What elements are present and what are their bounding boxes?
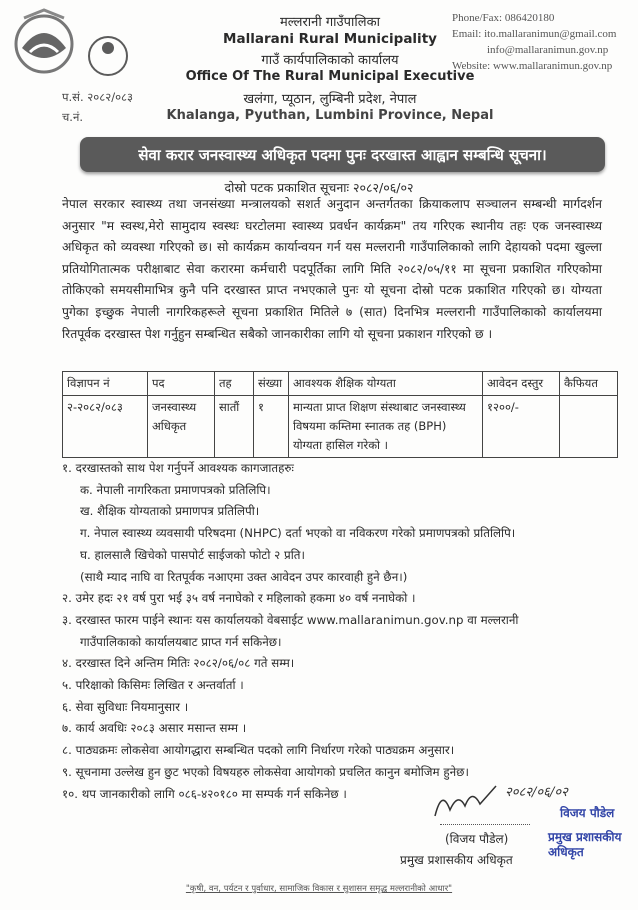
municipality-name-en: Mallarani Rural Municipality <box>223 31 437 47</box>
publication-subtitle: दोस्रो पटक प्रकाशित सूचनाः २०८२/०६/०२ <box>224 180 414 195</box>
cell-ad-no: २-२०८२/०८३ <box>63 396 148 458</box>
list-item: १०. थप जानकारीको लागि ०८६-४२०१८० मा सम्पर्क गर्न सकिनेछ । <box>62 786 347 801</box>
dispatch-number: च.नं. <box>62 110 83 124</box>
list-item: ६. सेवा सुविधाः नियमानुसार । <box>62 699 189 714</box>
table-row <box>63 396 618 458</box>
website: Website: www.mallaranimun.gov.np <box>452 60 613 72</box>
requirements-list <box>62 458 622 805</box>
office-name-en: Office Of The Rural Municipal Executive <box>185 69 475 84</box>
list-item: १. दरखास्तको साथ पेश गर्नुपर्ने आवश्यक कागजातहरुः <box>62 461 294 475</box>
cell-fee: १२००/- <box>483 396 560 458</box>
list-item: गाउँपालिकाको कार्यालयबाट प्राप्त गर्न सकिनेछ। <box>80 634 282 649</box>
header-count: संख्या <box>254 372 289 396</box>
stamp-designation: प्रमुख प्रशासकीय अधिकृत <box>548 830 622 859</box>
notice-paragraph: नेपाल सरकार स्वास्थ्य तथा जनसंख्या मन्त्रालयको सशर्त अनुदान अन्तर्गतका क्रियाकलाप सञ्चालन सम्बन्धी मार्गदर्शन अनुसार "म स्वस्थ,मेरो सामुदाय स्वस्थः घरटोलमा स्वास्थ्य प्रवर्धन कार्यक्रम" तय गरिएक स्थानीय तहः एक जनस्वास्थ्य अधिकृत को व्यवस्था गरिएको छ। सो कार्यक्रम कार्यान्वयन गर्न यस मल्लरानी गाउँपालिकाको लागि देहायको पदमा खुल्ला प्रतियोगितात्मक परीक्षाबाट सेवा करारमा कर्मचारी पदपूर्तिका लागि मिति २०८२/०५/११ मा सूचना प्रकाशित गरिएकोमा तोकिएको समयसीमाभित्र कुनै पनि दरखास्त प्राप्त नभएकाले पुनः यो सूचना दोस्रो पटक प्रकाशित गरिएको छ। योग्यता पुगेका इच्छुक नेपाली नागरिकहरूले सूचना प्रकाशित मितिले ७ (सात) दिनभित्र मल्लरानी गाउँपालिकाको कार्यालयमा रितपूर्वक दरखास्त पेश गर्नुहुन सम्बन्धित सबैको जानकारीका लागि यो सूचना प्रकाशन गरिएको छ । <box>62 197 602 341</box>
cell-qualification: मान्यता प्राप्त शिक्षण संस्थाबाट जनस्वास्थ्य विषयमा कम्तिमा स्नातक तह (BPH) योग्यता हासिल गरेको । <box>289 396 483 458</box>
signatory-name: (विजय पौडेल) <box>445 832 509 846</box>
header-post: पद <box>148 372 215 396</box>
header-qualification: आवश्यक शैक्षिक योग्यता <box>289 372 483 396</box>
header-remarks: कैफियत <box>560 372 618 396</box>
header-fee: आवेदन दस्तुर <box>483 372 560 396</box>
table-header-row <box>63 372 618 396</box>
list-item: ५. परिक्षाको किसिमः लिखित र अन्तर्वार्ता । <box>62 678 244 693</box>
signatory-designation: प्रमुख प्रशासकीय अधिकृत <box>400 853 513 867</box>
handwritten-signature <box>430 778 500 826</box>
list-item: ७. कार्य अवधिः २०८३ असार मसान्त सम्म । <box>62 721 247 736</box>
cell-count: १ <box>254 396 289 458</box>
footer-motto: "कृषी, वन, पर्यटन र पुर्वाधार, सामाजिक विकास र सुशासन समृद्ध मल्लरानीको आधार" <box>185 884 453 894</box>
phone-fax: Phone/Fax: 086420180 <box>452 12 555 24</box>
list-item: क. नेपाली नागरिकता प्रमाणपत्रको प्रतिलिपि। <box>80 482 271 497</box>
list-item: ४. दरखास्त दिने अन्तिम मितिः २०८२/०६/०८ गते सम्म। <box>62 656 295 671</box>
list-item: ग. नेपाल स्वास्थ्य व्यवसायी परिषदमा (NHPC) दर्ता भएको वा नविकरण गरेको प्रमाणपत्रको प्रतिलिपि। <box>80 526 516 541</box>
list-item: ९. सूचनामा उल्लेख हुन छुट भएको विषयहरु लोकसेवा आयोगको प्रचलित कानुन बमोजिम हुनेछ। <box>62 764 469 779</box>
vacancy-table <box>62 371 618 458</box>
handwritten-date: २०८२/०६/०२ <box>505 785 568 800</box>
email-secondary: info@mallaranimun.gov.np <box>487 44 609 56</box>
notice-title-banner: सेवा करार जनस्वास्थ्य अधिकृत पदमा पुनः दरखास्त आह्वान सम्बन्धि सूचना। <box>80 137 605 172</box>
email-primary: Email: ito.mallaranimun@gmail.com <box>452 28 617 40</box>
list-item: ख. शैक्षिक योग्यताको प्रमाणपत्र प्रतिलिपी। <box>80 504 260 519</box>
municipality-name-np: मल्लरानी गाउँपालिका <box>280 15 380 30</box>
stamp-name: विजय पौडेल <box>560 806 615 820</box>
office-name-np: गाउँ कार्यपालिकाको कार्यालय <box>261 53 399 68</box>
header-ad-no: विज्ञापन नं <box>63 372 148 396</box>
list-item: ८. पाठ्यक्रमः लोकसेवा आयोगद्धारा सम्बन्धित पदको लागि निर्धारण गरेको पाठ्यक्रम अनुसार। <box>62 743 455 758</box>
list-item: घ. हालसालै खिचेको पासपोर्ट साईजको फोटो २ प्रति। <box>80 547 306 562</box>
list-item: २. उमेर हदः २१ वर्ष पुरा भई ३५ वर्ष ननाघेको र महिलाको हकमा ४० वर्ष ननाघेको । <box>62 591 416 606</box>
address-np: खलंगा, प्यूठान, लुम्बिनी प्रदेश, नेपाल <box>243 92 417 107</box>
list-item: ३. दरखास्त फारम पाईने स्थानः यस कार्यालयको वेबसाईट www.mallaranimun.gov.np वा मल्लरानी <box>62 612 519 627</box>
address-en: Khalanga, Pyuthan, Lumbini Province, Nepal <box>166 108 494 123</box>
cell-post: जनस्वास्थ्य अधिकृत <box>148 396 215 458</box>
cell-level: सातौं <box>215 396 254 458</box>
header-level: तह <box>215 372 254 396</box>
signature-line <box>440 824 530 825</box>
nepal-emblem-logo <box>10 8 78 78</box>
list-item: (साथै म्याद नाघि वा रितपूर्वक नआएमा उक्त आवेदन उपर कारवाही हुने छैन।) <box>80 569 408 584</box>
cell-remarks <box>560 396 618 458</box>
reference-number: प.सं. २०८२/०८३ <box>62 90 134 104</box>
office-seal-stamp <box>86 32 130 80</box>
